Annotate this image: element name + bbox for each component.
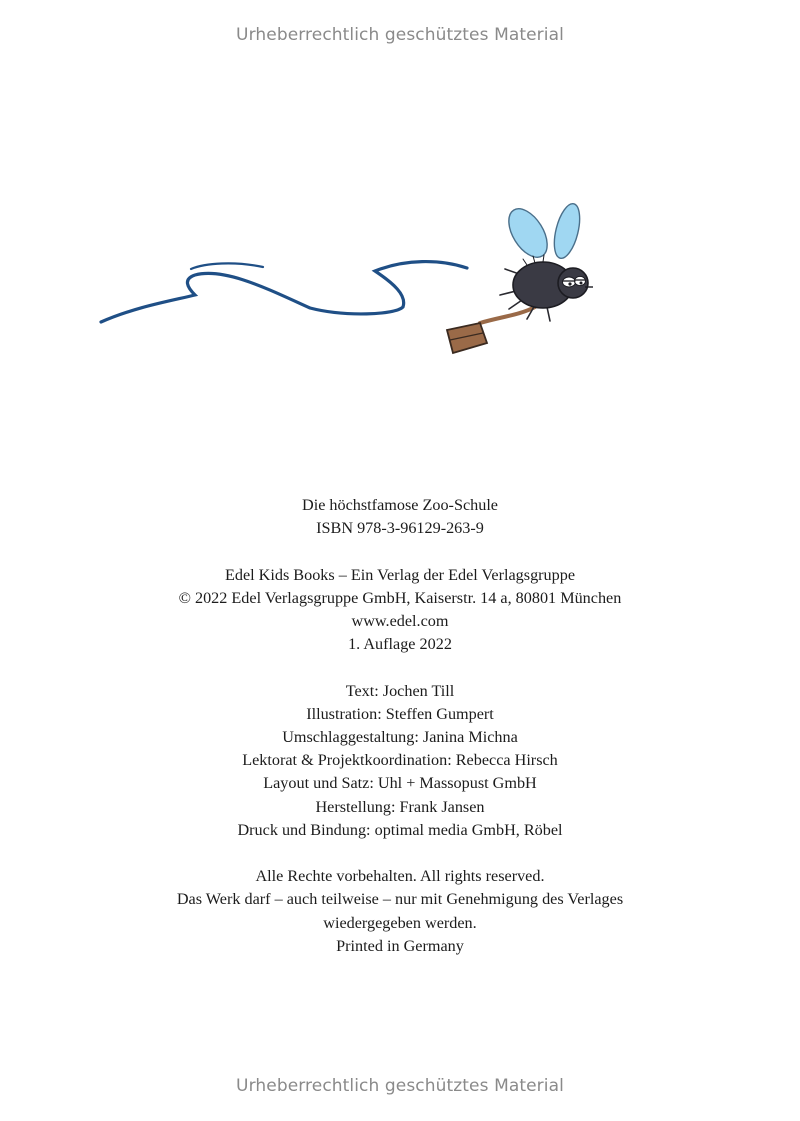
trail-flick-stroke [191, 263, 263, 269]
credit-illustration: Illustration: Steffen Gumpert [306, 704, 494, 723]
book-title: Die höchstfamose Zoo-Schule [302, 496, 498, 514]
credit-production: Herstellung: Frank Jansen [315, 797, 485, 816]
credit-layout: Layout und Satz: Uhl + Massopust GmbH [263, 774, 537, 793]
credit-cover-design: Umschlaggestaltung: Janina Michna [282, 728, 518, 746]
right-wing [550, 201, 585, 261]
colophon [0, 494, 800, 981]
wings [501, 201, 584, 264]
watermark-bottom: Urheberrechtlich geschütztes Material [236, 1076, 564, 1096]
reproduction-notice: Das Werk darf – auch teilweise – nur mit Genehmigung des Verlages [176, 890, 624, 909]
briefcase-icon [447, 323, 487, 353]
credits-block [0, 680, 800, 842]
watermark-top: Urheberrechtlich geschütztes Material [236, 25, 564, 45]
trail-main-stroke [101, 262, 467, 322]
edition: 1. Auflage 2022 [348, 635, 452, 654]
credit-printing: Druck und Bindung: optimal media GmbH, Röbel [237, 820, 563, 839]
imprint: Edel Kids Books – Ein Verlag der Edel Verlagsgruppe [224, 565, 576, 584]
isbn: ISBN 978-3-96129-263-9 [316, 519, 484, 538]
fly-illustration [95, 195, 615, 375]
website: www.edel.com [351, 612, 449, 630]
publisher-block [0, 564, 800, 657]
rights-reserved: Alle Rechte vorbehalten. All rights reserved. [255, 867, 545, 886]
book-info-block [0, 494, 800, 540]
credit-editing: Lektorat & Projektkoordination: Rebecca Hirsch [242, 751, 558, 770]
bag-strap [480, 307, 535, 323]
left-wing [501, 202, 555, 264]
copyright-line: © 2022 Edel Verlagsgruppe GmbH, Kaiserstr. 14 a, 80801 München [178, 588, 622, 607]
motion-trail [101, 262, 467, 322]
reproduction-notice-cont: wiedergegeben werden. [323, 913, 477, 932]
credit-text: Text: Jochen Till [345, 681, 455, 700]
printed-in: Printed in Germany [336, 936, 464, 955]
rights-block [0, 865, 800, 958]
